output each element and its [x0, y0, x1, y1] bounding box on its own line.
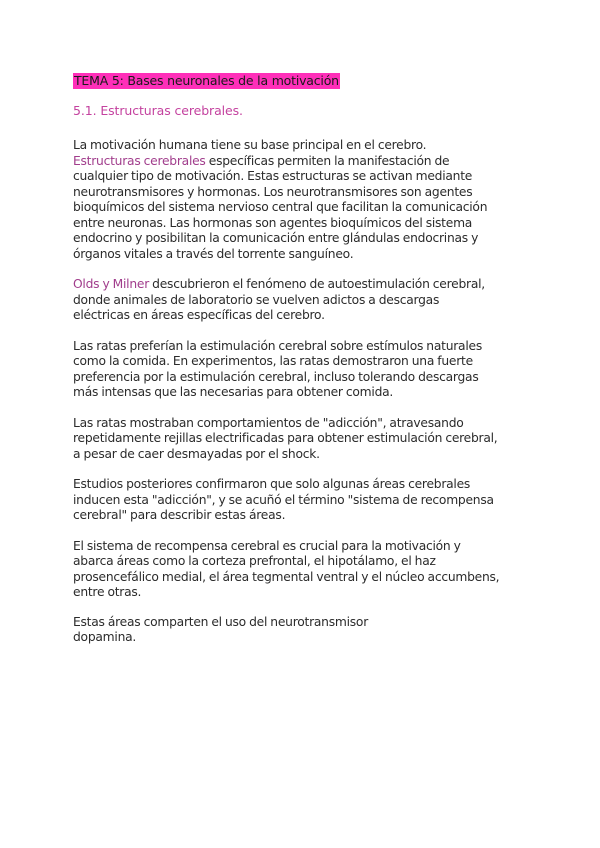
section-subtitle: 5.1. Estructuras cerebrales. [73, 103, 243, 118]
paragraph-line: inducen esta "adicción", y se acuñó el término "sistema de recompensa [73, 492, 494, 507]
paragraph-line: donde animales de laboratorio se vuelven adictos a descargas [73, 292, 440, 307]
paragraph-line: Estudios posteriores confirmaron que solo algunas áreas cerebrales [73, 477, 471, 491]
paragraph-line: entre otras. [73, 585, 142, 599]
paragraph-line: repetidamente rejillas electrificadas para obtener estimulación cerebral, [73, 431, 498, 445]
paragraph-line: neurotransmisores y hormonas. Los neurotransmisores son agentes [73, 184, 473, 199]
paragraph-line: Las ratas preferían la estimulación cerebral sobre estímulos naturales [73, 338, 482, 353]
paragraph-line: prosencefálico medial, el área tegmental ventral y el núcleo accumbens, [73, 569, 500, 584]
paragraph-later-studies [73, 477, 543, 524]
paragraph-line: La motivación humana tiene su base principal en el cerebro. [73, 138, 427, 152]
paragraph-text: descubrieron el fenómeno de autoestimulación cerebral, [149, 277, 485, 291]
paragraph-line: eléctricas en áreas específicas del cerebro. [73, 308, 325, 322]
paragraph-rats-preference [73, 339, 543, 401]
paragraph-line: Estas áreas comparten el uso del neurotransmisor [73, 614, 369, 629]
paragraph-line: cerebral" para describir estas áreas. [73, 508, 286, 522]
paragraph-line: a pesar de caer desmayadas por el shock. [73, 446, 320, 461]
paragraph-line: órganos vitales a través del torrente sanguíneo. [73, 246, 354, 261]
paragraph-line: endocrino y posibilitan la comunicación entre glándulas endocrinas y [73, 231, 479, 245]
paragraph-line: dopamina. [73, 630, 137, 644]
paragraph-line: bioquímicos del sistema nervioso central que facilitan la comunicación [73, 200, 488, 214]
paragraph-line: Las ratas mostraban comportamientos de "adicción", atravesando [73, 415, 464, 430]
paragraph-rats-addiction [73, 416, 543, 463]
paragraph-line: cualquier tipo de motivación. Estas estructuras se activan mediante [73, 169, 473, 183]
paragraph-line [73, 154, 543, 170]
highlighted-term: Estructuras cerebrales [73, 153, 206, 168]
paragraph-line: como la comida. En experimentos, las ratas demostraron una fuerte [73, 354, 473, 368]
paragraph-line: El sistema de recompensa cerebral es crucial para la motivación y [73, 538, 461, 553]
document-title: TEMA 5: Bases neuronales de la motivación [74, 73, 339, 88]
paragraph-line: preferencia por la estimulación cerebral, incluso tolerando descargas [73, 369, 479, 384]
title-row [73, 70, 543, 89]
paragraph-intro [73, 138, 543, 262]
paragraph-line: abarca áreas como la corteza prefrontal, el hipotálamo, el haz [73, 554, 436, 568]
paragraph-line [73, 277, 543, 293]
paragraph-line: más intensas que las necesarias para obtener comida. [73, 385, 394, 399]
highlighted-term: Olds y Milner [73, 277, 150, 291]
paragraph-text: específicas permiten la manifestación de [205, 153, 450, 168]
paragraph-dopamine [73, 615, 543, 646]
paragraph-reward-system [73, 539, 543, 601]
paragraph-line: entre neuronas. Las hormonas son agentes bioquímicos del sistema [73, 215, 473, 230]
paragraph-olds-milner [73, 277, 543, 324]
document-page [73, 70, 543, 646]
